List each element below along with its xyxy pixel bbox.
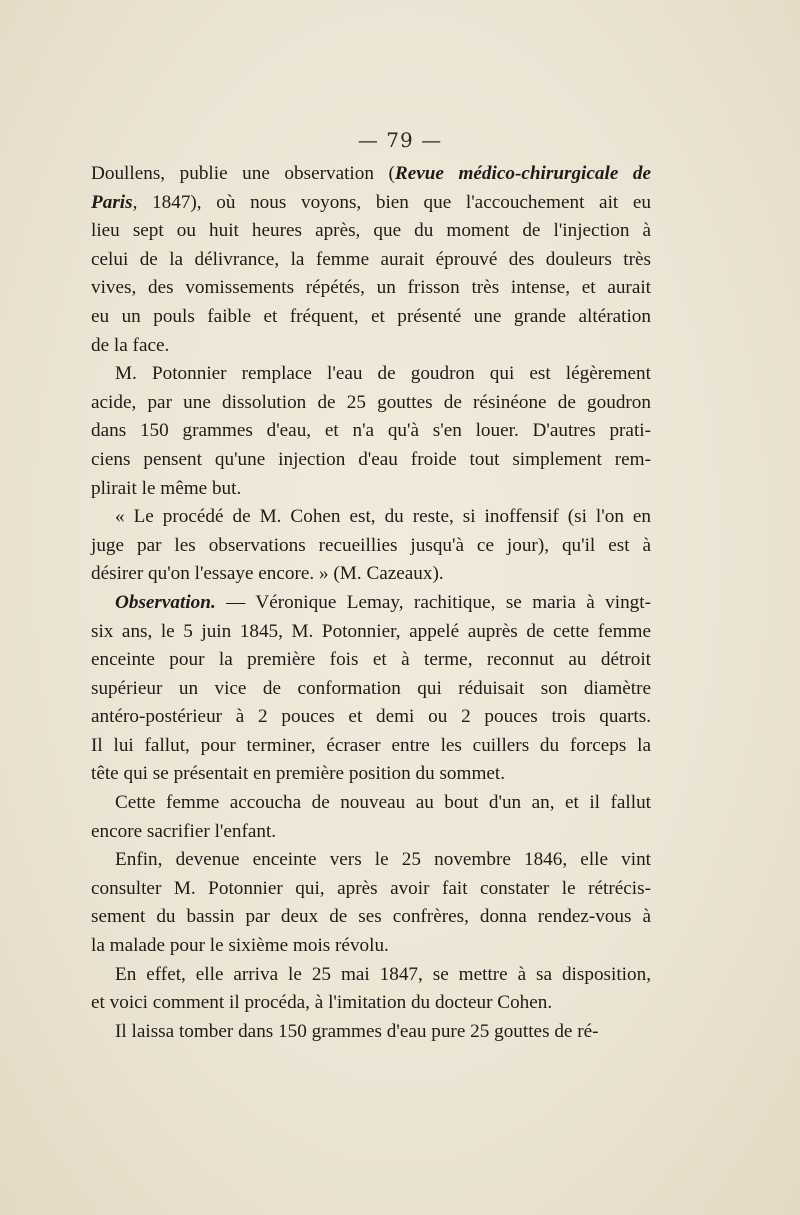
text-line <box>91 903 651 932</box>
text-line <box>91 532 651 561</box>
text-line <box>91 589 651 618</box>
italic-text-run: Observation. <box>115 591 216 613</box>
text-run: Il lui fallut, pour terminer, écraser entre les cuillers du forceps la <box>91 734 651 756</box>
text-run: eu un pouls faible et fréquent, et présenté une grande altération <box>91 305 651 327</box>
body-text <box>91 160 651 1046</box>
text-run: enceinte pour la première fois et à terme, reconnut au détroit <box>91 649 651 671</box>
text-run: Cette femme accoucha de nouveau au bout d'un an, et il fallut <box>115 792 651 814</box>
text-run: En effet, elle arriva le 25 mai 1847, se mettre à sa disposition, <box>115 963 651 985</box>
text-run: Il laissa tomber dans 150 grammes d'eau pure 25 gouttes de ré- <box>115 1020 599 1042</box>
italic-text-run: Revue médico-chirurgicale de <box>394 163 652 184</box>
text-line <box>91 732 651 761</box>
text-line <box>91 274 651 303</box>
text-line <box>91 875 651 904</box>
text-run: — Véronique Lemay, rachitique, se maria à vingt- <box>215 591 651 613</box>
page-number: — 79 — <box>357 128 443 152</box>
text-run: de la face. <box>91 334 170 356</box>
text-run: Doullens, publie une observation ( <box>91 163 395 184</box>
text-line <box>91 618 651 647</box>
text-run: celui de la délivrance, la femme aurait éprouvé des douleurs très <box>91 248 651 270</box>
text-run: ciens pensent qu'une injection d'eau froide tout simplement rem- <box>91 448 651 470</box>
text-line <box>91 503 651 532</box>
text-line <box>91 189 651 218</box>
text-line <box>91 246 651 275</box>
text-run: , 1847), où nous voyons, bien que l'accouchement ait eu <box>132 191 651 213</box>
text-run: plirait le même but. <box>91 477 242 499</box>
text-line <box>91 789 651 818</box>
text-line <box>91 1018 651 1047</box>
text-line <box>91 818 651 847</box>
text-line <box>91 646 651 675</box>
text-line <box>91 703 651 732</box>
text-line <box>91 475 651 504</box>
text-line <box>91 389 651 418</box>
text-run: la malade pour le sixième mois révolu. <box>91 935 389 957</box>
text-run: désirer qu'on l'essaye encore. » (M. Cazeaux). <box>91 563 444 585</box>
text-run: dans 150 grammes d'eau, et n'a qu'à s'en louer. D'autres prati- <box>91 420 651 442</box>
text-line <box>91 360 651 389</box>
text-line <box>91 760 651 789</box>
text-run: six ans, le 5 juin 1845, M. Potonnier, appelé auprès de cette femme <box>91 620 651 642</box>
text-line <box>91 446 651 475</box>
text-run: sement du bassin par deux de ses confrères, donna rendez-vous à <box>91 906 651 928</box>
text-run: vives, des vomissements répétés, un frisson très intense, et aurait <box>91 277 651 299</box>
text-run: M. Potonnier remplace l'eau de goudron qui est légèrement <box>115 363 651 385</box>
text-run: tête qui se présentait en première position du sommet. <box>91 763 506 785</box>
text-line <box>91 417 651 446</box>
text-line <box>91 332 651 361</box>
text-line <box>91 846 651 875</box>
text-run: antéro-postérieur à 2 pouces et demi ou 2 pouces trois quarts. <box>91 706 651 728</box>
text-line <box>91 932 651 961</box>
text-run: « Le procédé de M. Cohen est, du reste, si inoffensif (si l'on en <box>115 506 651 528</box>
italic-text-run: Paris <box>91 191 133 213</box>
text-run: Enfin, devenue enceinte vers le 25 novembre 1846, elle vint <box>115 849 651 871</box>
text-run: supérieur un vice de conformation qui réduisait son diamètre <box>91 677 651 699</box>
text-line <box>91 217 651 246</box>
text-line <box>91 160 651 189</box>
text-line <box>91 560 651 589</box>
text-run: et voici comment il procéda, à l'imitation du docteur Cohen. <box>91 992 553 1014</box>
text-run: juge par les observations recueillies jusqu'à ce jour), qu'il est à <box>91 534 651 556</box>
text-line <box>91 989 651 1018</box>
text-line <box>91 303 651 332</box>
text-run: encore sacrifier l'enfant. <box>91 820 277 842</box>
text-run: consulter M. Potonnier qui, après avoir fait constater le rétrécis- <box>91 877 651 899</box>
text-run: lieu sept ou huit heures après, que du moment de l'injection à <box>91 220 651 242</box>
text-line <box>91 961 651 990</box>
text-run: acide, par une dissolution de 25 gouttes de résinéone de goudron <box>91 391 651 413</box>
text-line <box>91 675 651 704</box>
